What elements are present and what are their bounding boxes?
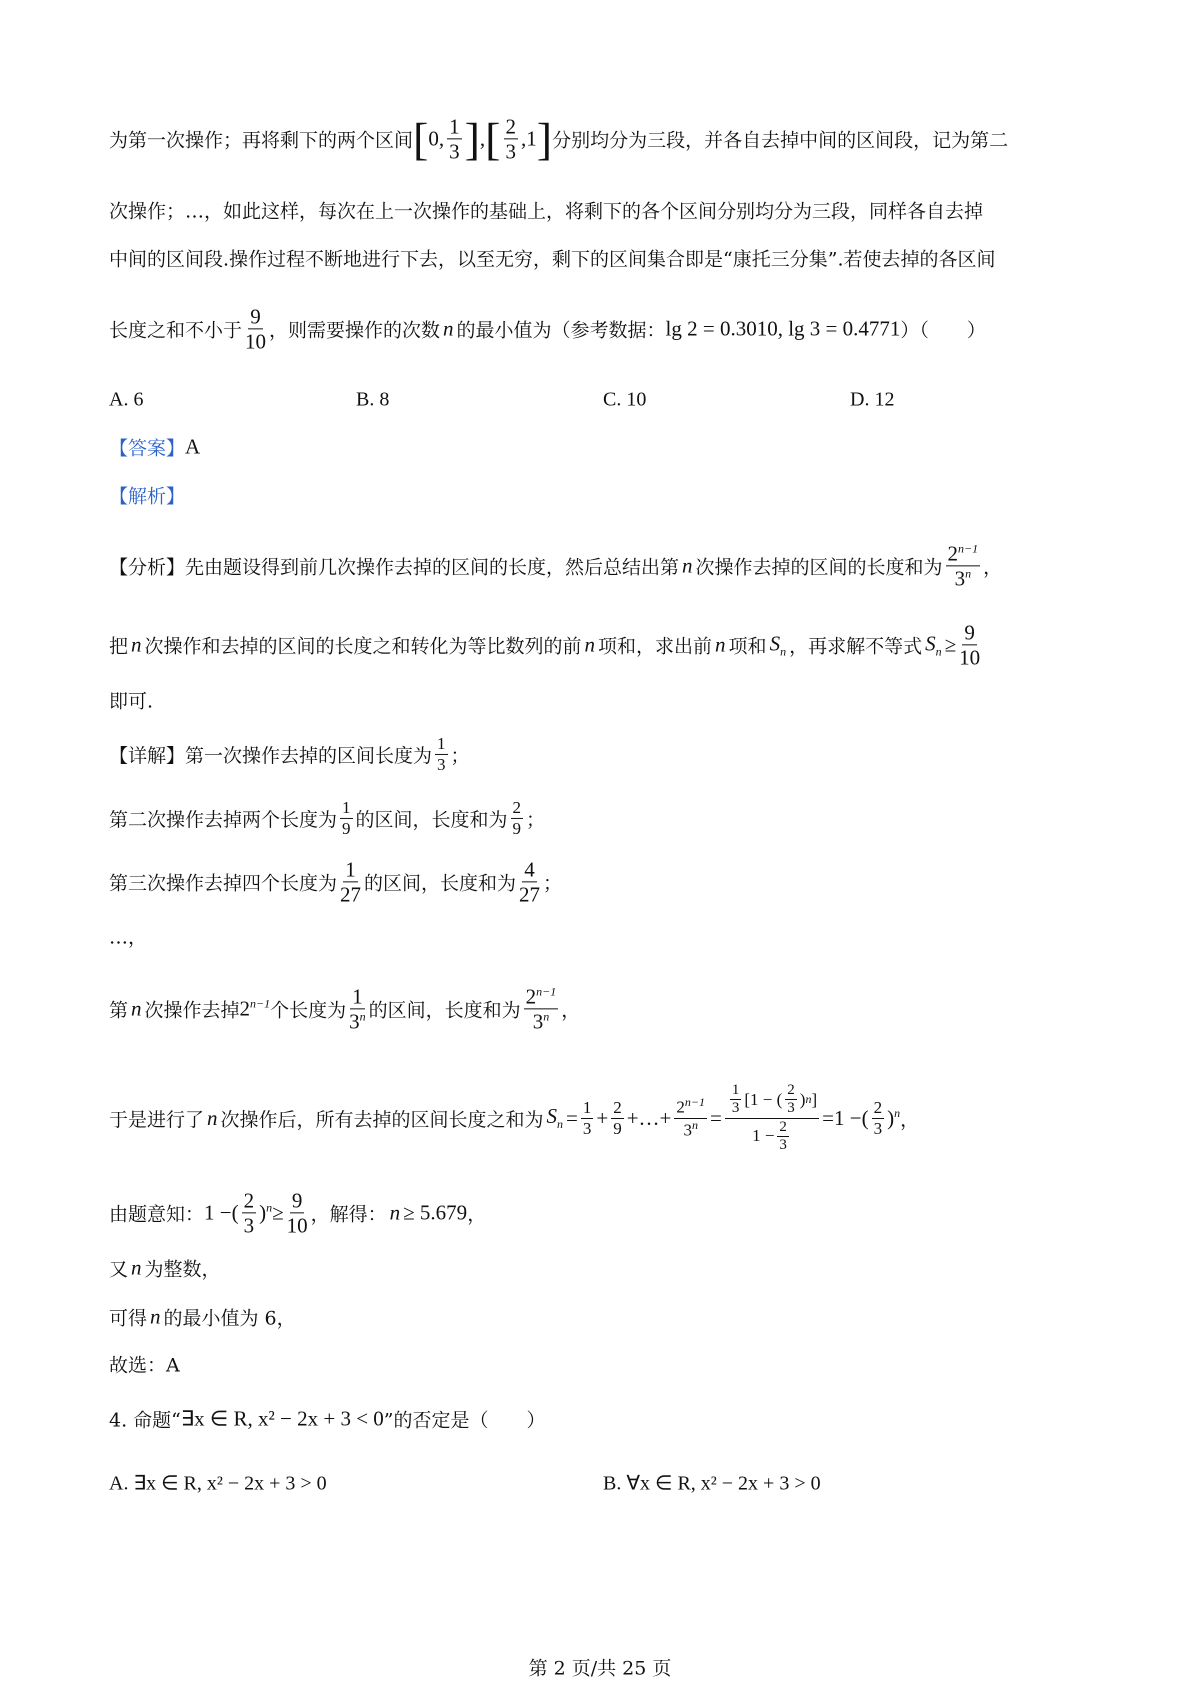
math-var: n	[131, 1255, 142, 1280]
fraction: 1 3	[449, 114, 460, 164]
option-d: D. 12	[850, 388, 895, 411]
fraction: 9 10	[245, 304, 267, 354]
text: 的区间，长度和为	[355, 808, 508, 831]
text: 次操作后，所有去掉的区间长度之和为	[220, 1108, 544, 1131]
math: +…+	[626, 1105, 672, 1130]
text: 次操作和去掉的区间的长度之和转化为等比数列的前	[144, 635, 582, 658]
detail-line-9: 故选：A	[109, 1354, 180, 1377]
text: 于是进行了	[109, 1108, 205, 1131]
text: 可得	[109, 1307, 148, 1330]
option-c: C. 10	[603, 388, 647, 411]
text: 第一次操作去掉的区间长度为	[185, 744, 433, 767]
text: ，	[983, 556, 1003, 579]
text: 分别均分为三段，并各自去掉中间的区间段，记为第二	[552, 129, 1009, 152]
math: (	[861, 1105, 869, 1130]
detail-line-5	[109, 1082, 919, 1154]
math-var: n	[682, 553, 693, 578]
bracket: [	[485, 113, 501, 164]
fenxi-line-3: 即可.	[109, 690, 154, 713]
math-var: $S_n$	[546, 1103, 564, 1132]
answer-label: 【答案】	[109, 437, 186, 460]
math: )$^n$	[887, 1105, 901, 1130]
math: =	[710, 1105, 722, 1130]
detail-line-3	[109, 857, 562, 906]
math-var: n	[389, 1200, 401, 1225]
text: ，	[900, 1108, 920, 1131]
bracket: ]	[536, 113, 553, 164]
question-text-line-4	[109, 304, 986, 353]
fraction: $2^{n-1}$ 3$^n$	[947, 541, 979, 591]
math: ≥	[944, 632, 957, 657]
answer	[109, 434, 200, 461]
math-var: n	[443, 316, 454, 341]
fraction: $\frac{2^{n-1}}{3^n}$	[676, 1095, 706, 1140]
option-b: B. 8	[356, 388, 390, 411]
text: 项和，求出前	[598, 635, 713, 658]
fraction: 4 27	[519, 857, 541, 907]
analysis-label: 【解析】	[109, 485, 186, 508]
text: ；	[450, 744, 470, 767]
fraction: 2 3	[505, 114, 516, 164]
math: lg 2 = 0.3010, lg 3 = 0.4771	[665, 316, 901, 341]
fraction: $2^{n-1}$ 3$^n$	[525, 984, 557, 1034]
text: ；	[526, 808, 546, 831]
detail-line-7	[109, 1255, 221, 1282]
detail-line-8	[109, 1304, 296, 1331]
question-4-stem	[109, 1406, 546, 1433]
fraction: $\frac{9}{10}$	[959, 620, 981, 670]
fraction: 1 9	[342, 797, 351, 838]
math: ≥	[272, 1200, 284, 1225]
math-var: n	[131, 632, 142, 657]
question-text-line-3: 中间的区间段.操作过程不断地进行下去，以至无穷，剩下的区间集合即是“康托三分集”.若使去掉的各区间	[109, 248, 996, 271]
text: 第二次操作去掉两个长度为	[109, 808, 338, 831]
math: +	[596, 1105, 609, 1130]
math: 1 −	[204, 1200, 232, 1225]
fraction: $\frac{2}{9}$	[613, 1097, 622, 1138]
math: ,1	[521, 126, 537, 151]
text: 次操作去掉的区间的长度和为	[695, 556, 943, 579]
text: 的区间，长度和为	[364, 872, 517, 895]
math: 1 −	[833, 1105, 862, 1130]
text: 长度之和不小于	[109, 319, 243, 342]
math-var: $S_n$	[769, 630, 787, 659]
fraction: 1 3	[437, 733, 446, 774]
fraction: 2 9	[512, 797, 522, 838]
math-var: n	[584, 632, 596, 657]
fraction: $\frac{9}{10}$	[286, 1188, 308, 1238]
math-var: n	[207, 1105, 218, 1130]
fraction: 2 3	[243, 1188, 255, 1238]
text: 4. 命题“	[109, 1409, 181, 1432]
detail-line-6	[109, 1188, 486, 1237]
text: 把	[109, 635, 129, 658]
detail-line-4	[109, 984, 580, 1033]
fenxi-label: 【分析】	[109, 556, 186, 579]
math: =	[822, 1105, 834, 1130]
math: (	[231, 1200, 239, 1225]
text: 第三次操作去掉四个长度为	[109, 872, 338, 895]
text: ，再求解不等式	[789, 635, 923, 658]
math: =	[566, 1105, 578, 1130]
text: 第	[109, 999, 129, 1022]
text: 为第一次操作；再将剩下的两个区间	[109, 129, 414, 152]
q4-option-b: B. ∀x ∈ R, x² − 2x + 3 > 0	[603, 1472, 821, 1495]
question-text-line-2: 次操作；…，如此这样，每次在上一次操作的基础上，将剩下的各个区间分别均分为三段，同样各自去掉	[109, 200, 984, 223]
text: ，	[561, 999, 581, 1022]
math: )$^n$	[259, 1200, 273, 1225]
detail-ellipsis: …，	[109, 926, 148, 949]
text: ，则需要操作的次数	[269, 319, 441, 342]
math: $2^{n-1}$	[239, 996, 271, 1021]
page-footer: 第 2 页/共 25 页	[528, 1657, 672, 1680]
fraction: 1 3$^n$	[349, 984, 366, 1034]
math: ≥ 5.679	[403, 1200, 468, 1225]
text: ）（ ）	[900, 319, 986, 342]
fenxi-line-1	[109, 541, 1002, 590]
bracket: ]	[464, 113, 480, 164]
math-var: $S_n$	[925, 630, 942, 659]
fraction: 1 27	[340, 857, 362, 907]
text: 的最小值为（参考数据：	[456, 319, 666, 342]
fraction: 2 3	[873, 1097, 883, 1138]
text: 的最小值为 6，	[163, 1307, 296, 1330]
compound-fraction: 1 3 [1 − ( 2 3 ) n ] 1 − $\frac{2}{3}$	[725, 1082, 819, 1154]
text: 又	[109, 1258, 129, 1281]
text: 次操作去掉	[144, 999, 240, 1022]
option-a: A. 6	[109, 388, 144, 411]
text: ，解得：	[310, 1203, 387, 1226]
text: 为整数，	[144, 1258, 221, 1281]
math-var: n	[131, 996, 142, 1021]
text: ；	[543, 872, 563, 895]
text: 项和	[728, 635, 767, 658]
fenxi-line-2	[109, 620, 983, 669]
text: 个长度为	[270, 999, 347, 1022]
detail-label: 【详解】	[109, 744, 186, 767]
answer-value: A	[185, 434, 201, 459]
text: 由题意知：	[109, 1203, 205, 1226]
math-var: n	[150, 1304, 161, 1329]
bracket: [	[413, 113, 429, 164]
math: 0,	[428, 126, 445, 151]
text: 先由题设得到前几次操作去掉的区间的长度，然后总结出第	[185, 556, 680, 579]
detail-line-1	[109, 734, 470, 774]
math-var: n	[715, 632, 726, 657]
text: ”的否定是（ ）	[383, 1409, 546, 1432]
question-text-line-1: 为第一次操作；再将剩下的两个区间 [ 0, 1 3 ] , [ 2 3 ,1 ] 分别均分为三段，并各自去掉中间的区间段，记为第二	[109, 113, 1009, 164]
fraction: $\frac{1}{3}$	[582, 1097, 592, 1138]
q4-option-a: A. ∃x ∈ R, x² − 2x + 3 > 0	[109, 1472, 327, 1495]
text: ，	[467, 1203, 487, 1226]
detail-line-2	[109, 798, 545, 838]
text: 的区间，长度和为	[368, 999, 521, 1022]
math: ∃x ∈ R, x² − 2x + 3 < 0	[180, 1406, 384, 1431]
